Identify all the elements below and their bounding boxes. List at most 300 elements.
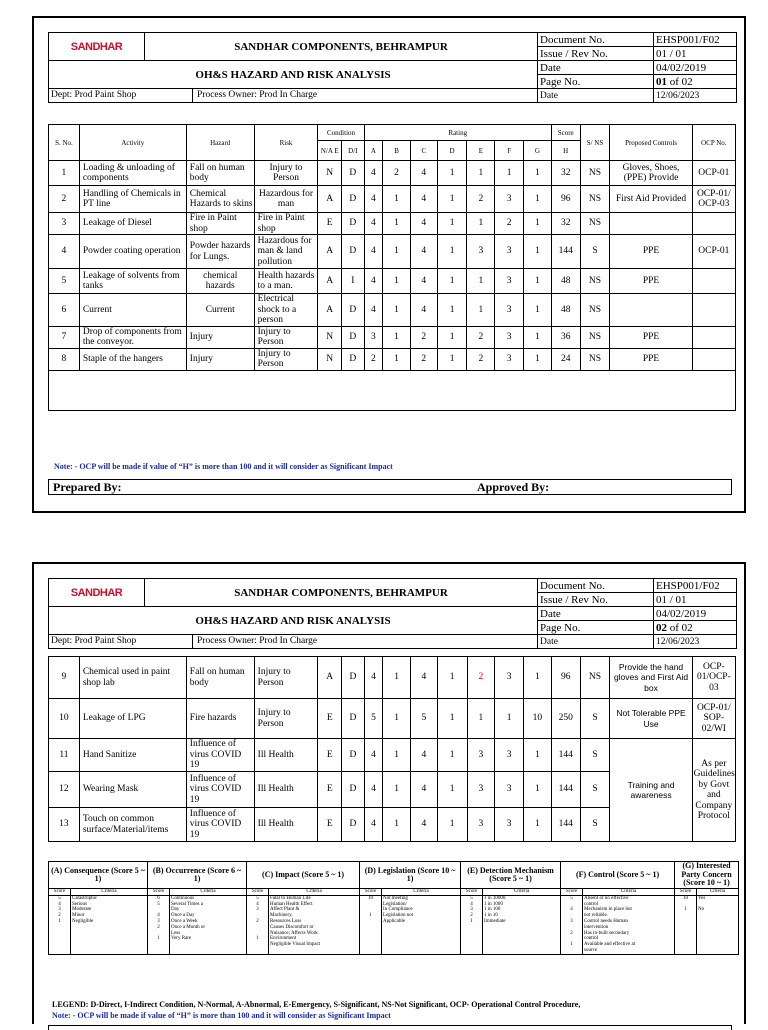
- issue-value: 01 / 01: [654, 47, 737, 61]
- cell-na: N: [318, 326, 342, 348]
- criteria-item: intervention: [584, 924, 609, 930]
- criteria-items: [170, 895, 247, 954]
- cell-e: 2: [467, 186, 495, 213]
- col-hazard: Hazard: [186, 125, 254, 161]
- criteria-scores: [360, 895, 382, 954]
- cell-di: D: [342, 235, 365, 269]
- criteria-score: 3: [570, 918, 573, 924]
- table-row: [49, 699, 736, 739]
- criteria-score: 1: [684, 907, 687, 913]
- criteria-score-label: Score: [360, 889, 382, 896]
- cell-hazard: Influence of virus COVID 19: [186, 739, 254, 772]
- table-row: [49, 657, 736, 699]
- cell-ocp: OCP-01: [692, 235, 735, 269]
- cell-b: 1: [383, 213, 411, 235]
- criteria-group-title: (D) Legislation (Score 10 ~ 1): [360, 862, 461, 889]
- cell-h: 24: [551, 348, 580, 370]
- cell-s: NS: [580, 213, 610, 235]
- cell-c: 4: [410, 294, 437, 327]
- criteria-item: 1 in 10: [484, 913, 498, 919]
- cell-e: 3: [467, 772, 495, 808]
- cell-risk: Electrical shock to a person: [254, 294, 318, 327]
- criteria-item: Has in-built secondary: [584, 930, 630, 936]
- criteria-score: 2: [570, 930, 573, 936]
- cell-s: NS: [580, 161, 610, 186]
- cell-di: I: [342, 269, 365, 294]
- criteria-item: 1 in 1000: [484, 901, 503, 907]
- cell-s: NS: [580, 348, 610, 370]
- criteria-score: 1: [470, 918, 473, 924]
- cell-control: PPE: [610, 348, 692, 370]
- merged-ocp-cell: As per Guidelines by Govt and Company Protocol: [692, 739, 735, 842]
- cell-c: 4: [410, 269, 437, 294]
- criteria-group-title: (G) Interested Party Concern (Score 10 ~ 1): [675, 862, 739, 889]
- criteria-item: Absent or no effective: [584, 895, 629, 901]
- cell-di: D: [342, 772, 365, 808]
- issue-label: Issue / Rev No.: [538, 47, 654, 61]
- cell-d: 1: [437, 699, 467, 739]
- criteria-item: Catastrophic: [72, 895, 98, 901]
- form-title: OH&S HAZARD AND RISK ANALYSIS: [49, 607, 538, 635]
- table-row: [49, 235, 736, 269]
- cell-di: D: [342, 161, 365, 186]
- criteria-score: 10: [683, 895, 689, 901]
- cell-g: 1: [524, 348, 552, 370]
- page-no-label: Page No.: [538, 75, 654, 89]
- cell-hazard: Influence of virus COVID 19: [186, 808, 254, 842]
- cell-hazard: Injury: [186, 348, 254, 370]
- cell-g: 1: [524, 739, 552, 772]
- cell-na: E: [318, 699, 342, 739]
- cell-e: 3: [467, 235, 495, 269]
- cell-b: 1: [383, 808, 411, 842]
- ocp-note-2: Note: - OCP will be made if value of “H” is more than 100 and it will consider as Significant Impact: [52, 1011, 391, 1020]
- cell-d: 1: [437, 161, 467, 186]
- criteria-item: Legislation not: [383, 913, 414, 919]
- cell-f: 1: [495, 161, 524, 186]
- cell-c: 4: [410, 161, 437, 186]
- criteria-criteria-label: Criteria: [382, 889, 461, 896]
- cell-risk: Ill Health: [254, 808, 318, 842]
- cell-na: E: [318, 739, 342, 772]
- cell-control: Provide the hand gloves and First Aid box: [610, 657, 692, 699]
- criteria-items: [269, 895, 360, 954]
- cell-g: 10: [524, 699, 552, 739]
- table-row: [49, 186, 736, 213]
- date-label: Date: [538, 61, 654, 75]
- criteria-group-title: (B) Occurrence (Score 6 ~ 1): [148, 862, 247, 889]
- col-risk: Risk: [254, 125, 318, 161]
- cell-ocp: [692, 326, 735, 348]
- cell-control: Gloves, Shoes, (PPE) Provide: [610, 161, 692, 186]
- cell-hazard: Fire hazards: [186, 699, 254, 739]
- criteria-item: Mechanism in place but: [584, 907, 632, 913]
- date2-label: Date: [538, 89, 654, 103]
- cell-f: 3: [495, 739, 524, 772]
- cell-sno: 2: [49, 186, 80, 213]
- cell-h: 96: [551, 186, 580, 213]
- cell-sno: 3: [49, 213, 80, 235]
- cell-risk: Ill Health: [254, 772, 318, 808]
- criteria-item: Control needs Human: [584, 918, 628, 924]
- criteria-item: Once a Month or: [171, 924, 206, 930]
- cell-g: 1: [524, 294, 552, 327]
- criteria-item: Machinery,: [270, 913, 293, 919]
- criteria-score: 2: [470, 913, 473, 919]
- criteria-items: [583, 895, 675, 954]
- cell-risk: Hazardous for man & land pollution: [254, 235, 318, 269]
- cell-g: 1: [524, 186, 552, 213]
- criteria-score: 1: [157, 936, 160, 942]
- empty-space: [49, 370, 736, 410]
- criteria-score-label: Score: [561, 889, 583, 896]
- cell-hazard: Fall on human body: [186, 161, 254, 186]
- cell-risk: Injury to Person: [254, 161, 318, 186]
- cell-c: 4: [410, 235, 437, 269]
- col-controls: Proposed Controls: [610, 125, 692, 161]
- criteria-score: 3: [157, 918, 160, 924]
- cell-g: 1: [524, 269, 552, 294]
- cell-g: 1: [524, 235, 552, 269]
- risk-table-page-1: [48, 124, 736, 411]
- criteria-score: 10: [368, 895, 374, 901]
- cell-b: 2: [383, 161, 411, 186]
- cell-f: 3: [495, 808, 524, 842]
- cell-e: 2: [467, 657, 495, 699]
- cell-d: 1: [437, 772, 467, 808]
- cell-a: 4: [364, 772, 383, 808]
- criteria-score: 3: [58, 907, 61, 913]
- criteria-score: 5: [58, 895, 61, 901]
- cell-a: 4: [364, 213, 383, 235]
- document-header: [48, 32, 737, 103]
- criteria-items: [382, 895, 461, 954]
- criteria-item: In Compliance: [383, 907, 413, 913]
- criteria-score-label: Score: [675, 889, 697, 896]
- criteria-score: 5: [570, 895, 573, 901]
- process-owner: Process Owner: Prod In Charge: [197, 636, 318, 646]
- table-row: [49, 326, 736, 348]
- criteria-scores: [247, 895, 269, 954]
- criteria-item: Causes Discomfort or: [270, 924, 314, 930]
- cell-sno: 9: [49, 657, 80, 699]
- cell-a: 4: [364, 186, 383, 213]
- cell-control: [610, 294, 692, 327]
- date2-value: 12/06/2023: [654, 635, 737, 649]
- cell-f: 3: [495, 772, 524, 808]
- cell-ocp: OCP-01/ OCP-03: [692, 186, 735, 213]
- cell-activity: Staple of the hangers: [79, 348, 186, 370]
- cell-a: 5: [364, 699, 383, 739]
- criteria-group-title: (C) Impact (Score 5 ~ 1): [247, 862, 360, 889]
- cell-ocp: OCP-01/ SOP-02/WI: [692, 699, 735, 739]
- criteria-score: 4: [157, 913, 160, 919]
- issue-label: Issue / Rev No.: [538, 593, 654, 607]
- company-logo: SANDHAR: [49, 33, 145, 61]
- cell-c: 4: [410, 739, 437, 772]
- signature-bar: [48, 479, 732, 495]
- cell-b: 1: [383, 739, 411, 772]
- criteria-scores: [561, 895, 583, 954]
- cell-s: NS: [580, 294, 610, 327]
- cell-sno: 8: [49, 348, 80, 370]
- doc-no-label: Document No.: [538, 579, 654, 593]
- cell-a: 4: [364, 808, 383, 842]
- cell-hazard: Chemical Hazards to skins: [186, 186, 254, 213]
- criteria-item: not reliable.: [584, 913, 608, 919]
- cell-a: 4: [364, 269, 383, 294]
- cell-a: 3: [364, 326, 383, 348]
- cell-hazard: Injury: [186, 326, 254, 348]
- criteria-score: 3: [470, 907, 473, 913]
- cell-c: 4: [410, 657, 437, 699]
- cell-hazard: Powder hazards for Lungs.: [186, 235, 254, 269]
- cell-e: 1: [467, 269, 495, 294]
- cell-c: 5: [410, 699, 437, 739]
- criteria-items: [71, 895, 148, 954]
- cell-di: D: [342, 326, 365, 348]
- cell-e: 3: [467, 808, 495, 842]
- cell-control: PPE: [610, 235, 692, 269]
- criteria-score: 4: [58, 901, 61, 907]
- criteria-item: Several Times a: [171, 901, 203, 907]
- criteria-scores: [148, 895, 170, 954]
- cell-di: D: [342, 808, 365, 842]
- cell-f: 3: [495, 269, 524, 294]
- cell-hazard: Fire in Paint shop: [186, 213, 254, 235]
- cell-a: 4: [364, 235, 383, 269]
- cell-f: 3: [495, 294, 524, 327]
- cell-activity: Chemical used in paint shop lab: [79, 657, 186, 699]
- col-di: D/I: [342, 141, 365, 161]
- cell-d: 1: [437, 808, 467, 842]
- cell-na: A: [318, 657, 342, 699]
- cell-sno: 4: [49, 235, 80, 269]
- cell-activity: Current: [79, 294, 186, 327]
- cell-activity: Leakage of LPG: [79, 699, 186, 739]
- criteria-criteria-label: Criteria: [697, 889, 739, 896]
- cell-h: 144: [551, 739, 580, 772]
- table-row-empty: [49, 370, 736, 410]
- cell-g: 1: [524, 772, 552, 808]
- cell-s: NS: [580, 186, 610, 213]
- col-b: B: [383, 141, 411, 161]
- criteria-score: 1: [369, 913, 372, 919]
- criteria-item: Resources Loss: [270, 918, 302, 924]
- cell-b: 1: [383, 772, 411, 808]
- cell-d: 1: [437, 186, 467, 213]
- table-body-page-2: [49, 657, 736, 842]
- col-c: C: [410, 141, 437, 161]
- criteria-item: Moderate: [72, 907, 92, 913]
- criteria-score: 2: [157, 924, 160, 930]
- cell-s: NS: [580, 657, 610, 699]
- cell-di: D: [342, 657, 365, 699]
- cell-di: D: [342, 699, 365, 739]
- cell-b: 1: [383, 657, 411, 699]
- cell-h: 32: [551, 161, 580, 186]
- cell-a: 4: [364, 294, 383, 327]
- cell-g: 1: [524, 808, 552, 842]
- cell-na: A: [318, 235, 342, 269]
- col-condition: Condition: [318, 125, 364, 141]
- cell-sno: 5: [49, 269, 80, 294]
- cell-na: A: [318, 294, 342, 327]
- criteria-score: 3: [256, 907, 259, 913]
- cell-f: 3: [495, 186, 524, 213]
- page-no-label: Page No.: [538, 621, 654, 635]
- cell-na: E: [318, 772, 342, 808]
- cell-risk: Hazardous for man: [254, 186, 318, 213]
- cell-s: S: [580, 808, 610, 842]
- cell-activity: Loading & unloading of components: [79, 161, 186, 186]
- criteria-item: control: [584, 936, 599, 942]
- criteria-item: 1 in 100: [484, 907, 501, 913]
- cell-risk: Ill Health: [254, 739, 318, 772]
- criteria-item: Immediate: [484, 918, 506, 924]
- cell-b: 1: [383, 294, 411, 327]
- cell-f: 2: [495, 213, 524, 235]
- cell-activity: Leakage of Diesel: [79, 213, 186, 235]
- approved-by-label: Approved By:: [477, 480, 550, 494]
- criteria-item: Nuisance; Affects Work: [270, 930, 318, 936]
- criteria-item: control: [584, 901, 599, 907]
- criteria-item: Day: [171, 907, 180, 913]
- cell-d: 1: [437, 269, 467, 294]
- cell-ocp: [692, 269, 735, 294]
- criteria-item: Once a Week: [171, 918, 198, 924]
- cell-ocp: [692, 294, 735, 327]
- dept-label: Dept: Prod Paint Shop: [49, 89, 193, 102]
- company-logo: SANDHAR: [49, 579, 145, 607]
- cell-h: 32: [551, 213, 580, 235]
- col-a: A: [364, 141, 383, 161]
- cell-h: 144: [551, 808, 580, 842]
- cell-na: N: [318, 348, 342, 370]
- cell-na: N: [318, 161, 342, 186]
- cell-b: 1: [383, 326, 411, 348]
- criteria-criteria-label: Criteria: [170, 889, 247, 896]
- criteria-table: [48, 861, 739, 955]
- criteria-score: 5: [470, 895, 473, 901]
- criteria-item: Available and effective at: [584, 942, 636, 948]
- cell-activity: Hand Sanitize: [79, 739, 186, 772]
- company-name: SANDHAR COMPONENTS, BEHRAMPUR: [145, 579, 538, 607]
- cell-control: Not Tolerable PPE Use: [610, 699, 692, 739]
- col-score: Score: [551, 125, 580, 141]
- cell-s: S: [580, 772, 610, 808]
- cell-d: 1: [437, 294, 467, 327]
- criteria-item: Continuous: [171, 895, 195, 901]
- cell-risk: Health hazards to a man.: [254, 269, 318, 294]
- cell-activity: Touch on common surface/Material/items: [79, 808, 186, 842]
- cell-sno: 1: [49, 161, 80, 186]
- cell-hazard: chemical hazards: [186, 269, 254, 294]
- cell-activity: Leakage of solvents from tanks: [79, 269, 186, 294]
- criteria-score: 4: [256, 901, 259, 907]
- criteria-scores: [675, 895, 697, 954]
- page-no-value: 01 of 02: [654, 75, 737, 89]
- document-header-2: [48, 578, 737, 649]
- criteria-score: 4: [570, 907, 573, 913]
- legend-text: LEGEND: D-Direct, I-Indirect Condition, N-Normal, A-Abnormal, E-Emergency, S-Significant, NS-Not Significant, OCP- Operational Control Procedure,: [52, 1000, 581, 1009]
- cell-di: D: [342, 739, 365, 772]
- criteria-criteria-label: Criteria: [583, 889, 675, 896]
- prepared-by-label: Prepared By:: [53, 480, 122, 494]
- criteria-items: [697, 895, 739, 954]
- cell-activity: Handling of Chemicals in PT line: [79, 186, 186, 213]
- criteria-item: Once a Day: [171, 913, 195, 919]
- cell-risk: Fire in Paint shop: [254, 213, 318, 235]
- cell-na: E: [318, 808, 342, 842]
- criteria-item: Environment: [270, 936, 297, 942]
- cell-hazard: Fall on human body: [186, 657, 254, 699]
- col-ocp: OCP No.: [692, 125, 735, 161]
- table-row: [49, 161, 736, 186]
- cell-s: S: [580, 699, 610, 739]
- cell-f: 1: [495, 699, 524, 739]
- cell-h: 48: [551, 294, 580, 327]
- cell-g: 1: [524, 213, 552, 235]
- cell-e: 1: [467, 213, 495, 235]
- table-body-page-1: [49, 161, 736, 411]
- cell-ocp: [692, 348, 735, 370]
- cell-risk: Injury to Person: [254, 699, 318, 739]
- cell-sno: 6: [49, 294, 80, 327]
- cell-s: NS: [580, 269, 610, 294]
- cell-sno: 12: [49, 772, 80, 808]
- cell-g: 1: [524, 657, 552, 699]
- cell-activity: Wearing Mask: [79, 772, 186, 808]
- criteria-score: 5: [157, 901, 160, 907]
- col-g: G: [524, 141, 552, 161]
- criteria-item: 1 in 10000: [484, 895, 506, 901]
- cell-c: 4: [410, 186, 437, 213]
- col-rating: Rating: [364, 125, 551, 141]
- cell-a: 4: [364, 161, 383, 186]
- merged-control-cell: Training and awareness: [610, 739, 692, 842]
- cell-risk: Injury to Person: [254, 326, 318, 348]
- criteria-score-label: Score: [461, 889, 483, 896]
- cell-e: 2: [467, 348, 495, 370]
- criteria-item: Legislation/: [383, 901, 407, 907]
- criteria-score: 6: [157, 895, 160, 901]
- cell-f: 3: [495, 657, 524, 699]
- signature-bar-2: [48, 1025, 732, 1030]
- col-e: E: [467, 141, 495, 161]
- criteria-scores: [461, 895, 483, 954]
- criteria-item: source: [584, 947, 598, 953]
- criteria-item: Not meeting: [383, 895, 408, 901]
- cell-h: 96: [551, 657, 580, 699]
- cell-s: S: [580, 739, 610, 772]
- col-d: D: [437, 141, 467, 161]
- cell-di: D: [342, 348, 365, 370]
- cell-c: 2: [410, 326, 437, 348]
- cell-na: A: [318, 186, 342, 213]
- criteria-item: Applicable: [383, 918, 405, 924]
- cell-b: 1: [383, 348, 411, 370]
- cell-sno: 7: [49, 326, 80, 348]
- date-label: Date: [538, 607, 654, 621]
- criteria-group-title: (F) Control (Score 5 ~ 1): [561, 862, 675, 889]
- col-sno: S. No.: [49, 125, 80, 161]
- cell-a: 2: [364, 348, 383, 370]
- cell-control: First Aid Provided: [610, 186, 692, 213]
- date-value: 04/02/2019: [654, 607, 737, 621]
- criteria-item: Minor: [72, 913, 85, 919]
- cell-ocp: OCP-01/OCP-03: [692, 657, 735, 699]
